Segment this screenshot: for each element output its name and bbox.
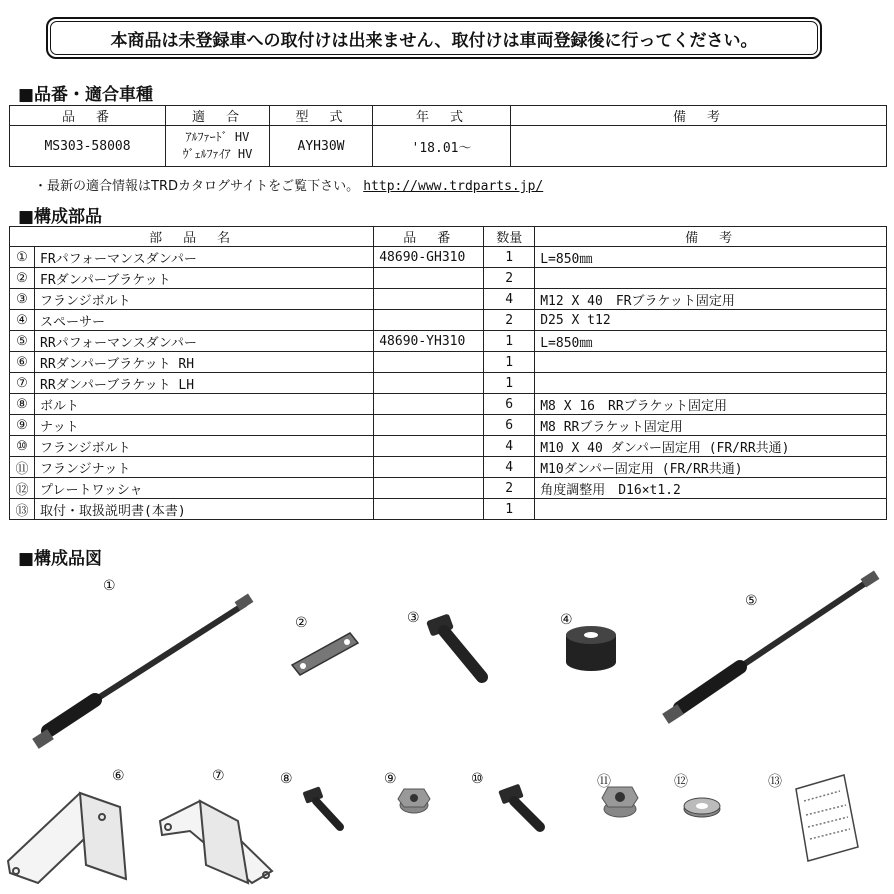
part-no-circle: ⑧ — [10, 394, 35, 415]
diagram-label-1: ① — [103, 578, 116, 594]
diagram-label-2: ② — [295, 615, 308, 631]
part-name: FRダンパーブラケット — [35, 268, 374, 289]
catalog-info — [34, 175, 543, 194]
fit-vehicles — [166, 126, 270, 167]
part-qty: 1 — [484, 373, 535, 394]
part-no-circle: ⑫ — [10, 478, 35, 499]
diagram-label-10: ⑩ — [471, 771, 484, 787]
part-qty: 1 — [484, 499, 535, 520]
part-qty: 1 — [484, 352, 535, 373]
parts-header-part-no: 品 番 — [374, 227, 484, 247]
parts-row — [10, 415, 887, 436]
part-note — [535, 268, 887, 289]
parts-section-title: ■構成部品 — [18, 207, 103, 227]
flange-nut-m10-image — [602, 787, 638, 817]
part-qty: 1 — [484, 247, 535, 268]
part-qty: 2 — [484, 310, 535, 331]
parts-illustration — [0, 565, 894, 894]
notice-text: 本商品は未登録車への取付けは出来ません、取付けは車両登録後に行ってください。 — [50, 21, 818, 55]
part-note — [535, 499, 887, 520]
catalog-link[interactable]: http://www.trdparts.jp/ — [363, 179, 544, 194]
plate-washer-image — [684, 798, 720, 817]
part-note: L=850㎜ — [535, 331, 887, 352]
parts-row — [10, 499, 887, 520]
part-number — [374, 289, 484, 310]
parts-table — [9, 226, 887, 520]
parts-row — [10, 457, 887, 478]
fit-model: AYH30W — [270, 126, 373, 167]
part-number: 48690-GH310 — [374, 247, 484, 268]
part-no-circle: ⑤ — [10, 331, 35, 352]
part-number: 48690-YH310 — [374, 331, 484, 352]
part-name: 取付・取扱説明書(本書) — [35, 499, 374, 520]
fit-table-row — [10, 126, 887, 167]
fit-header-model: 型 式 — [270, 106, 373, 126]
part-no-circle: ⑩ — [10, 436, 35, 457]
part-number — [374, 352, 484, 373]
part-number — [374, 499, 484, 520]
part-qty: 2 — [484, 268, 535, 289]
diagram-label-4: ④ — [560, 612, 573, 628]
parts-row — [10, 478, 887, 499]
part-no-circle: ④ — [10, 310, 35, 331]
diagram-label-9: ⑨ — [384, 771, 397, 787]
part-number — [374, 457, 484, 478]
part-note: M12 X 40 FRブラケット固定用 — [535, 289, 887, 310]
part-note: M10ダンパー固定用 (FR/RR共通) — [535, 457, 887, 478]
part-qty: 4 — [484, 436, 535, 457]
part-number — [374, 310, 484, 331]
part-note: M8 X 16 RRブラケット固定用 — [535, 394, 887, 415]
part-no-circle: ⑥ — [10, 352, 35, 373]
part-name: フランジナット — [35, 457, 374, 478]
part-number — [374, 478, 484, 499]
part-number — [374, 373, 484, 394]
parts-row — [10, 289, 887, 310]
part-qty: 1 — [484, 331, 535, 352]
parts-row — [10, 373, 887, 394]
diagram-label-8: ⑧ — [280, 771, 293, 787]
part-number — [374, 268, 484, 289]
parts-row — [10, 247, 887, 268]
part-qty: 6 — [484, 394, 535, 415]
parts-table-body — [10, 247, 887, 520]
fit-table-header — [10, 106, 887, 126]
parts-header-name: 部 品 名 — [10, 227, 374, 247]
fit-table — [9, 105, 887, 167]
part-note: 角度調整用 D16×t1.2 — [535, 478, 887, 499]
parts-row — [10, 394, 887, 415]
notice-box — [46, 17, 822, 59]
nut-m8-image — [398, 789, 430, 813]
fit-vehicle-2: ｳﾞｪﾙﾌｧｲｱ HV — [182, 147, 253, 161]
rr-damper-image — [662, 570, 879, 723]
part-no-circle: ① — [10, 247, 35, 268]
diagram-label-5: ⑤ — [745, 593, 758, 609]
part-name: ナット — [35, 415, 374, 436]
part-name: FRパフォーマンスダンパー — [35, 247, 374, 268]
part-no-circle: ⑨ — [10, 415, 35, 436]
parts-row — [10, 436, 887, 457]
diagram-label-3: ③ — [407, 610, 420, 626]
part-qty: 6 — [484, 415, 535, 436]
part-number — [374, 415, 484, 436]
part-number — [374, 436, 484, 457]
diagram-label-12: ⑫ — [674, 774, 688, 790]
parts-row — [10, 331, 887, 352]
parts-row — [10, 352, 887, 373]
bolt-m8-image — [302, 786, 340, 827]
fit-note — [511, 126, 887, 167]
part-name: RRダンパーブラケット LH — [35, 373, 374, 394]
rr-bracket-lh-image — [160, 801, 272, 883]
part-name: フランジボルト — [35, 289, 374, 310]
diagram-label-7: ⑦ — [212, 768, 225, 784]
part-number — [374, 394, 484, 415]
fr-damper-image — [32, 593, 253, 748]
parts-row — [10, 310, 887, 331]
part-note: L=850㎜ — [535, 247, 887, 268]
catalog-text: ・最新の適合情報はTRDカタログサイトをご覧下さい。 — [34, 179, 360, 194]
flange-bolt-m12-image — [426, 613, 482, 677]
parts-row — [10, 268, 887, 289]
part-qty: 2 — [484, 478, 535, 499]
part-name: RRダンパーブラケット RH — [35, 352, 374, 373]
fit-part-no: MS303-58008 — [10, 126, 166, 167]
parts-header-note: 備 考 — [535, 227, 887, 247]
part-note: M10 X 40 ダンパー固定用 (FR/RR共通) — [535, 436, 887, 457]
fr-bracket-image — [292, 633, 358, 675]
fit-year: '18.01～ — [373, 126, 511, 167]
part-no-circle: ③ — [10, 289, 35, 310]
fit-header-note: 備 考 — [511, 106, 887, 126]
part-note: D25 X t12 — [535, 310, 887, 331]
part-qty: 4 — [484, 457, 535, 478]
rr-bracket-rh-image — [8, 793, 126, 883]
spacer-image — [566, 626, 616, 671]
part-qty: 4 — [484, 289, 535, 310]
fit-header-fit: 適 合 — [166, 106, 270, 126]
part-no-circle: ⑬ — [10, 499, 35, 520]
diagram-label-6: ⑥ — [112, 768, 125, 784]
part-name: ボルト — [35, 394, 374, 415]
part-note: M8 RRブラケット固定用 — [535, 415, 887, 436]
part-note — [535, 373, 887, 394]
part-name: フランジボルト — [35, 436, 374, 457]
part-name: プレートワッシャ — [35, 478, 374, 499]
part-name: RRパフォーマンスダンパー — [35, 331, 374, 352]
manual-image — [796, 775, 858, 861]
diagram-label-11: ⑪ — [597, 774, 611, 790]
part-no-circle: ② — [10, 268, 35, 289]
parts-table-header — [10, 227, 887, 247]
fit-header-part-no: 品 番 — [10, 106, 166, 126]
part-no-circle: ⑦ — [10, 373, 35, 394]
diagram-label-13: ⑬ — [768, 774, 782, 790]
fit-header-year: 年 式 — [373, 106, 511, 126]
diagram-section-title: ■構成品図 — [18, 549, 103, 569]
fit-section-title: ■品番・適合車種 — [18, 85, 154, 105]
parts-header-qty: 数量 — [484, 227, 535, 247]
flange-bolt-m10-image — [498, 784, 540, 827]
part-note — [535, 352, 887, 373]
part-no-circle: ⑪ — [10, 457, 35, 478]
part-name: スペーサー — [35, 310, 374, 331]
fit-vehicle-1: ｱﾙﾌｧｰﾄﾞ HV — [185, 130, 250, 144]
